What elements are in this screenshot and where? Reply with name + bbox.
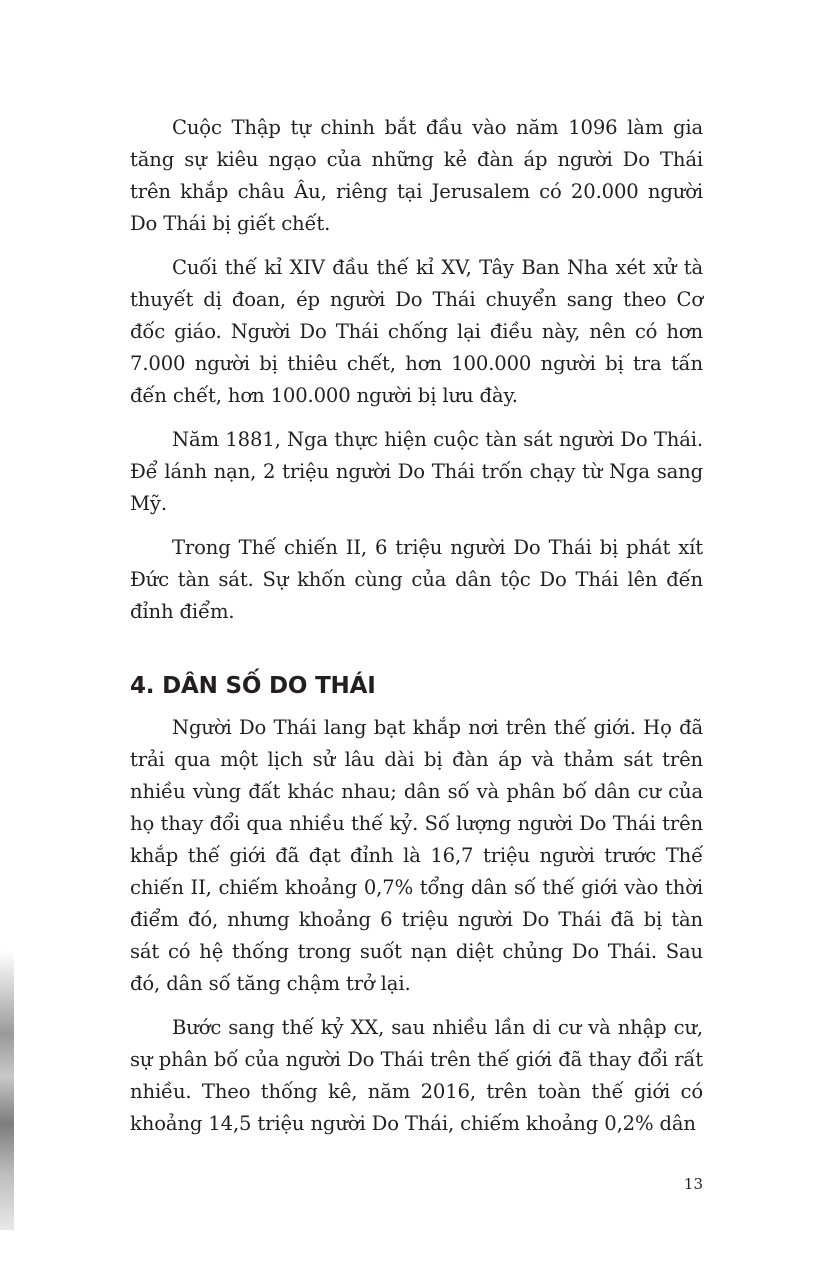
- page-content: [130, 112, 703, 1152]
- section-heading: 4. DÂN SỐ DO THÁI: [130, 673, 376, 699]
- page-number: 13: [683, 1175, 703, 1193]
- paragraph-population-2016: Bước sang thế kỷ XX, sau nhiều lần di cư và nhập cư, sự phân bố của người Do Thái trên thế giới đã thay đổi rất nhiều. Theo thống kê, năm 2016, trên toàn thế giới có khoảng 14,5 triệu người Do Thái, chiếm khoảng 0,2% dân: [130, 1016, 703, 1135]
- paragraph-population-history: Người Do Thái lang bạt khắp nơi trên thế giới. Họ đã trải qua một lịch sử lâu dài bị đàn áp và thảm sát trên nhiều vùng đất khác nhau; dân số và phân bố dân cư của họ thay đổi qua nhiều thế kỷ. Số lượng người Do Thái trên khắp thế giới đã đạt đỉnh là 16,7 triệu người trước Thế chiến II, chiếm khoảng 0,7% tổng dân số thế giới vào thời điểm đó, nhưng khoảng 6 triệu người Do Thái đã bị tàn sát có hệ thống trong suốt nạn diệt chủng Do Thái. Sau đó, dân số tăng chậm trở lại.: [130, 716, 703, 995]
- edge-decorative-image: [0, 950, 14, 1230]
- paragraph-crusades: Cuộc Thập tự chinh bắt đầu vào năm 1096 làm gia tăng sự kiêu ngạo của những kẻ đàn áp người Do Thái trên khắp châu Âu, riêng tại Jerusalem có 20.000 người Do Thái bị giết chết.: [130, 116, 703, 235]
- paragraph-ww2: Trong Thế chiến II, 6 triệu người Do Thái bị phát xít Đức tàn sát. Sự khốn cùng của dân tộc Do Thái lên đến đỉnh điểm.: [130, 536, 703, 623]
- paragraph-spain: Cuối thế kỉ XIV đầu thế kỉ XV, Tây Ban Nha xét xử tà thuyết dị đoan, ép người Do Thái chuyển sang theo Cơ đốc giáo. Người Do Thái chống lại điều này, nên có hơn 7.000 người bị thiêu chết, hơn 100.000 người bị tra tấn đến chết, hơn 100.000 người bị lưu đày.: [130, 256, 703, 407]
- paragraph-russia: Năm 1881, Nga thực hiện cuộc tàn sát người Do Thái. Để lánh nạn, 2 triệu người Do Thái trốn chạy từ Nga sang Mỹ.: [130, 428, 703, 515]
